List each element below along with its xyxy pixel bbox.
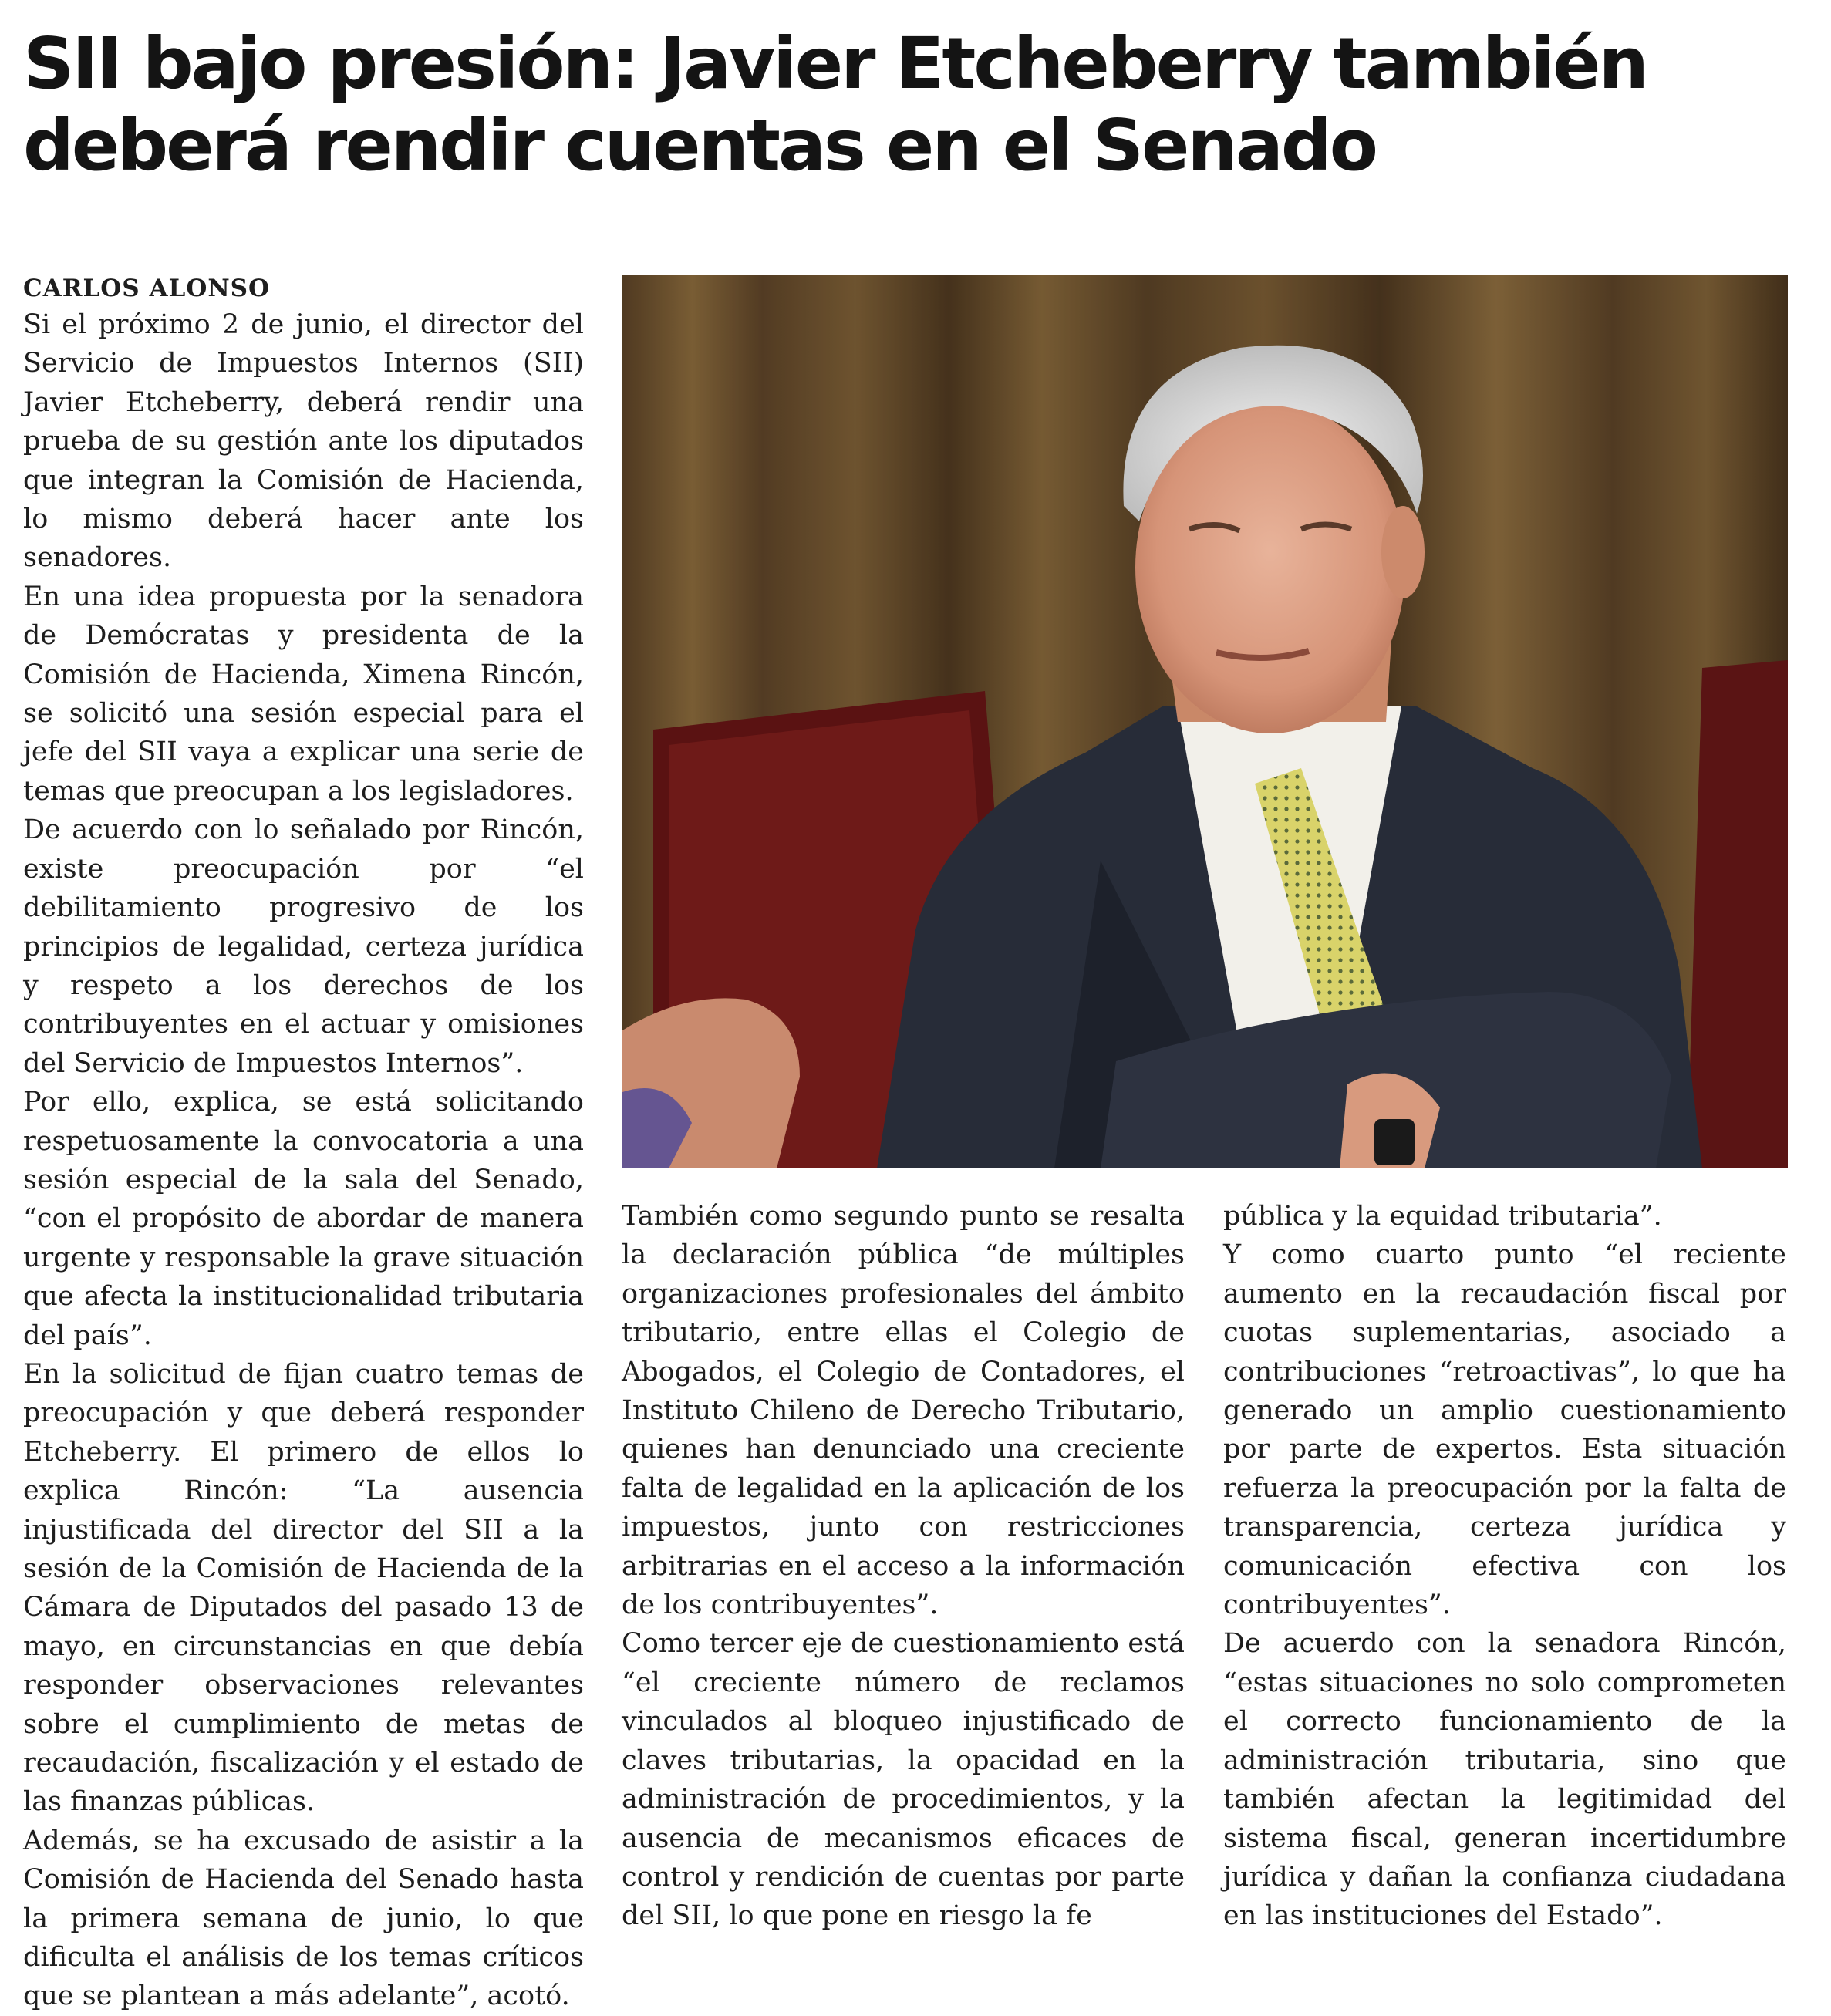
headline-line-2: deberá rendir cuentas en el Senado — [23, 104, 1376, 187]
paragraph: En una idea propuesta por la senadora de Demócratas y presidenta de la Comisión de Hacienda, Ximena Rincón, se solicitó una sesión especial para el jefe del SII vaya a explicar una serie de temas que preocupan a los legisladores. — [23, 581, 584, 807]
paragraph: Si el próximo 2 de junio, el director del Servicio de Impuestos Internos (SII) Javier Etcheberry, deberá rendir una prueba de su gestión ante los diputados que integran la Comisión de Hacienda, lo mismo deberá hacer ante los senadores. — [23, 309, 584, 574]
headline — [23, 23, 1797, 187]
headline-line-1: SII bajo presión: Javier Etcheberry también — [23, 22, 1647, 105]
article-photo — [622, 275, 1788, 1168]
paragraph: pública y la equidad tributaria”. — [1223, 1201, 1662, 1232]
paragraph: Como tercer eje de cuestionamiento está “el creciente número de reclamos vinculados al bloqueo injustificado de claves tributarias, la opacidad en la administración de procedimientos, y la ausencia de mecanismos eficaces de control y rendición de cuentas por parte del SII, lo que pone en riesgo la fe — [622, 1628, 1185, 1932]
portrait-photo-illustration — [622, 275, 1788, 1168]
text-column-1 — [23, 271, 584, 2016]
text-column-3 — [1223, 1197, 1786, 1936]
text-column-2 — [622, 1197, 1185, 1936]
paragraph: De acuerdo con la senadora Rincón, “estas situaciones no solo comprometen el correcto funcionamiento de la administración tributaria, sino que también afectan la legitimidad del sistema fiscal, generan incertidumbre jurídica y dañan la confianza ciudadana en las instituciones del Estado”. — [1223, 1628, 1786, 1932]
byline: CARLOS ALONSO — [23, 275, 271, 302]
paragraph: Además, se ha excusado de asistir a la Comisión de Hacienda del Senado hasta la primera semana de junio, lo que dificulta el análisis de los temas críticos que se plantean a más adelante”, acotó. — [23, 1825, 584, 2012]
paragraph: Y como cuarto punto “el reciente aumento en la recaudación fiscal por cuotas suplementarias, asociado a contribuciones “retroactivas”, lo que ha generado un amplio cuestionamiento por parte de expertos. Esta situación refuerza la preocupación por la falta de transparencia, certeza jurídica y comunicación efectiva con los contribuyentes”. — [1223, 1239, 1786, 1621]
paragraph: Por ello, explica, se está solicitando respetuosamente la convocatoria a una sesión especial de la sala del Senado, “con el propósito de abordar de manera urgente y responsable la grave situación que afecta la institucionalidad tributaria del país”. — [23, 1087, 584, 1351]
paragraph: También como segundo punto se resalta la declaración pública “de múltiples organizaciones profesionales del ámbito tributario, entre ellas el Colegio de Abogados, el Colegio de Contadores, el Instituto Chileno de Derecho Tributario, quienes han denunciado una creciente falta de legalidad en la aplicación de los impuestos, junto con restricciones arbitrarias en el acceso a la información de los contribuyentes”. — [622, 1201, 1185, 1621]
paragraph: En la solicitud de fijan cuatro temas de preocupación y que deberá responder Etcheberry. El primero de ellos lo explica Rincón: “La ausencia injustificada del director del SII a la sesión de la Comisión de Hacienda de la Cámara de Diputados del pasado 13 de mayo, en circunstancias en que debía responder observaciones relevantes sobre el cumplimiento de metas de recaudación, fiscalización y el estado de las finanzas públicas. — [23, 1358, 584, 1818]
paragraph: De acuerdo con lo señalado por Rincón, existe preocupación por “el debilitamiento progresivo de los principios de legalidad, certeza jurídica y respeto a los derechos de los contribuyentes en el actuar y omisiones del Servicio de Impuestos Internos”. — [23, 814, 584, 1079]
